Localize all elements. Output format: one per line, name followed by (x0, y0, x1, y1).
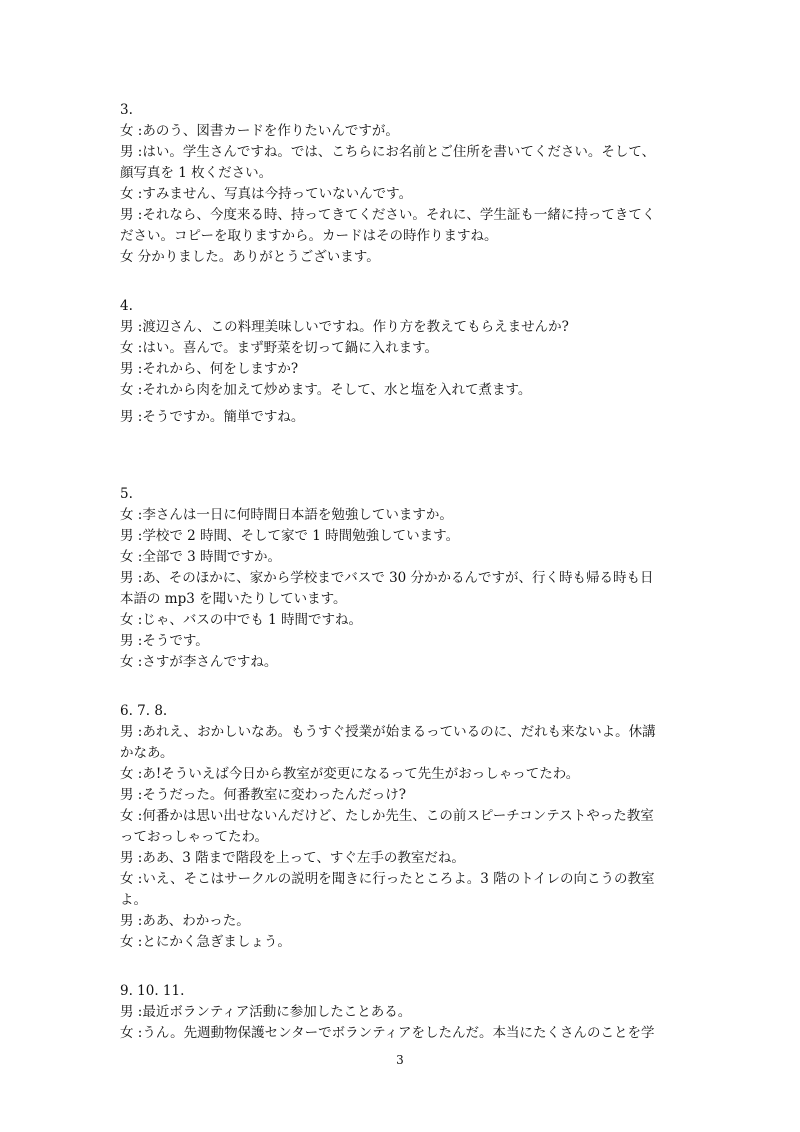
dialogue-line: 顔写真を 1 枚ください。 (120, 165, 273, 181)
section-number: 3. (120, 102, 133, 118)
dialogue-line: かなあ。 (120, 745, 174, 761)
dialogue-line: 本語の mp3 を聞いたりしています。 (120, 591, 347, 607)
dialogue-line: 男 :あ、そのほかに、家から学校までバスで 30 分かかるんですが、行く時も帰る時も日 (120, 570, 654, 586)
dialogue-line: 女 :はい。喜んで。まず野菜を切って鍋に入れます。 (120, 340, 438, 356)
dialogue-line: 女 :何番かは思い出せないんだけど、たしか先生、この前スピーチコンテストやった教室 (120, 808, 654, 824)
dialogue-line: 女 :すみません、写真は今持っていないんです。 (120, 186, 413, 202)
dialogue-line: 女 :いえ、そこはサークルの説明を聞きに行ったところよ。3 階のトイレの向こうの教室 (120, 871, 655, 887)
dialogue-line: 男 :そうです。 (120, 633, 209, 649)
dialogue-line: 女 :とにかく急ぎましょう。 (120, 934, 291, 950)
dialogue-line: 男 :ああ、わかった。 (120, 913, 250, 929)
dialogue-line: 男 :あれえ、おかしいなあ。もうすぐ授業が始まるっているのに、だれも来ないよ。休講 (120, 724, 656, 740)
section-number: 9. 10. 11. (120, 983, 185, 999)
dialogue-line: 女 :じゃ、バスの中でも 1 時間ですね。 (120, 612, 363, 628)
dialogue-line: 男 :学校で 2 時間、そして家で 1 時間勉強しています。 (120, 528, 460, 544)
dialogue-line: 男 :渡辺さん、この料理美味しいですね。作り方を教えてもらえませんか? (120, 319, 569, 335)
dialogue-section-9-10-11 (120, 981, 690, 1044)
dialogue-line: ださい。コピーを取りますから。カードはその時作りますね。 (120, 228, 498, 244)
dialogue-line: 男 :はい。学生さんですね。では、こちらにお名前とご住所を書いてください。そして、 (120, 144, 656, 160)
dialogue-section-6-7-8 (120, 701, 690, 953)
dialogue-line: 男 :それなら、今度来る時、持ってきてください。それに、学生証も一緒に持ってきてく (120, 207, 656, 223)
dialogue-line: っておっしゃってたわ。 (120, 829, 268, 845)
dialogue-line: 男 :そうだった。何番教室に変わったんだっけ? (120, 787, 406, 803)
dialogue-line: 女 :それから肉を加えて炒めます。そして、水と塩を入れて煮ます。 (120, 382, 532, 398)
dialogue-line: 男 :そうですか。簡単ですね。 (120, 409, 305, 425)
dialogue-content (120, 100, 690, 1044)
section-spacer (120, 268, 690, 296)
page-number: 3 (396, 1053, 404, 1067)
dialogue-line: 男 :それから、何をしますか? (120, 361, 299, 377)
dialogue-line: 男 :最近ボランティア活動に参加したことある。 (120, 1004, 412, 1020)
dialogue-line: よ。 (120, 892, 147, 908)
dialogue-line: 女 :さすが李さんですね。 (120, 654, 278, 670)
dialogue-section-4 (120, 296, 690, 428)
dialogue-line: 女 :あ!そういえば今日から教室が変更になるって先生がおっしゃってたわ。 (120, 766, 580, 782)
dialogue-line: 女 分かりました。ありがとうございます。 (120, 249, 380, 265)
dialogue-line: 女 :全部で 3 時間ですか。 (120, 549, 282, 565)
dialogue-line: 女 :あのう、図書カードを作りたいんですが。 (120, 123, 399, 139)
dialogue-section-5 (120, 484, 690, 673)
dialogue-line: 女 :うん。先週動物保護センターでボランティアをしたんだ。本当にたくさんのことを学 (120, 1025, 655, 1041)
dialogue-line: 男 :ああ、3 階まで階段を上って、すぐ左手の教室だね。 (120, 850, 465, 866)
section-spacer (120, 953, 690, 981)
dialogue-section-3 (120, 100, 690, 268)
dialogue-line: 女 :李さんは一日に何時間日本語を勉強していますか。 (120, 507, 453, 523)
section-number: 5. (120, 486, 133, 502)
section-number: 4. (120, 298, 133, 314)
section-spacer (120, 428, 690, 484)
section-spacer (120, 673, 690, 701)
section-number: 6. 7. 8. (120, 703, 168, 719)
